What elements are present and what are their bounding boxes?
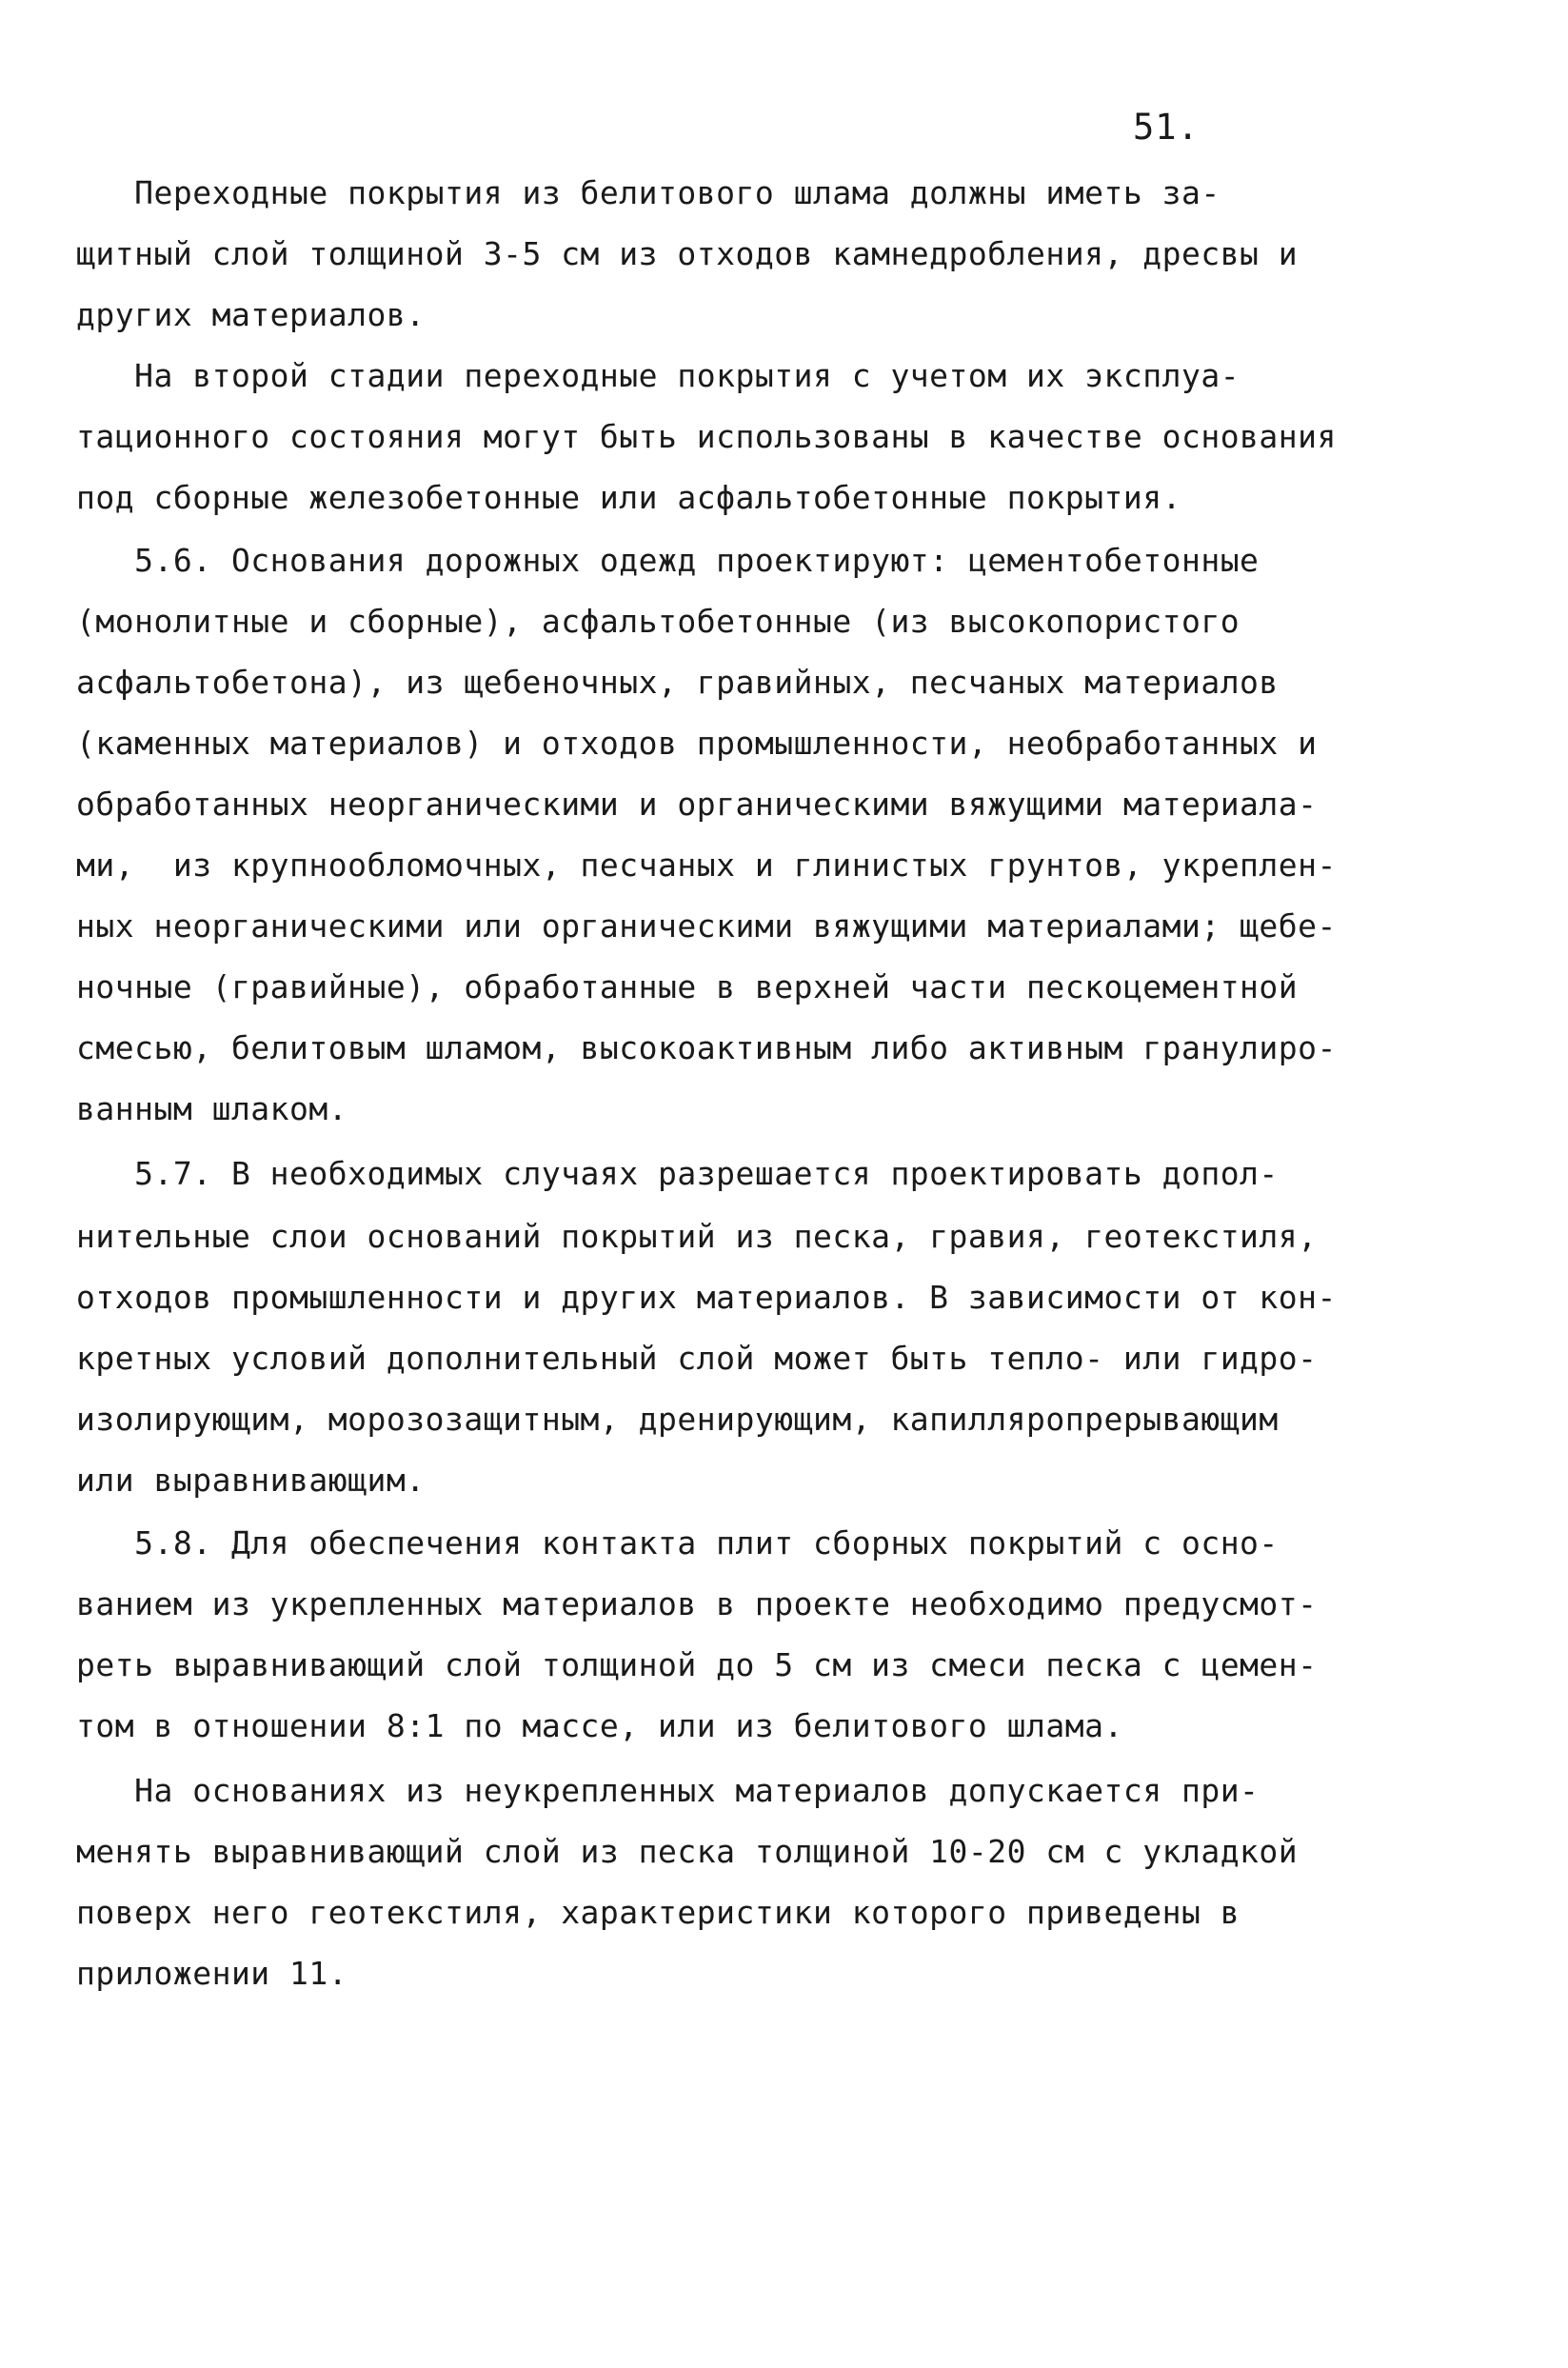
- text-line: том в отношении 8:1 по массе, или из белитового шлама.: [76, 1707, 1123, 1744]
- text-line: приложении 11.: [76, 1955, 348, 1992]
- text-line: изолирующим, морозозащитным, дренирующим, капилляропрерывающим: [76, 1401, 1279, 1438]
- text-line: (монолитные и сборные), асфальтобетонные (из высокопористого: [76, 603, 1241, 640]
- text-line: ми, из крупнообломочных, песчаных и глинистых грунтов, укреплен-: [76, 846, 1337, 884]
- text-line: ночные (гравийные), обработанные в верхней части пескоцементной: [76, 968, 1299, 1005]
- text-line: На второй стадии переходные покрытия с учетом их эксплуа-: [76, 357, 1241, 394]
- text-line: Переходные покрытия из белитового шлама должны иметь за-: [76, 174, 1221, 211]
- text-line: реть выравнивающий слой толщиной до 5 см из смеси песка с цемен-: [76, 1646, 1318, 1683]
- text-line: отходов промышленности и других материалов. В зависимости от кон-: [76, 1279, 1337, 1316]
- text-line: ных неорганическими или органическими вяжущими материалами; щебе-: [76, 907, 1337, 945]
- text-line: щитный слой толщиной 3-5 см из отходов камнедробления, дресвы и: [76, 235, 1299, 272]
- text-line: (каменных материалов) и отходов промышленности, необработанных и: [76, 725, 1318, 762]
- text-line: менять выравнивающий слой из песка толщиной 10-20 см с укладкой: [76, 1833, 1299, 1870]
- text-line: других материалов.: [76, 296, 426, 333]
- text-line: На основаниях из неукрепленных материалов допускается при-: [76, 1772, 1260, 1809]
- text-line: под сборные железобетонные или асфальтобетонные покрытия.: [76, 479, 1181, 516]
- text-line: поверх него геотекстиля, характеристики которого приведены в: [76, 1894, 1241, 1931]
- text-line: кретных условий дополнительный слой может быть тепло- или гидро-: [76, 1340, 1318, 1377]
- text-line: ванием из укрепленных материалов в проекте необходимо предусмот-: [76, 1585, 1318, 1622]
- text-line: ванным шлаком.: [76, 1090, 348, 1127]
- text-line: или выравнивающим.: [76, 1462, 426, 1499]
- page-number: 51.: [1133, 107, 1200, 148]
- text-line: смесью, белитовым шламом, высокоактивным либо активным гранулиро-: [76, 1029, 1337, 1066]
- text-line: асфальтобетона), из щебеночных, гравийных, песчаных материалов: [76, 664, 1279, 701]
- text-line: тационного состояния могут быть использованы в качестве основания: [76, 418, 1337, 455]
- text-line: обработанных неорганическими и органическими вяжущими материала-: [76, 786, 1318, 823]
- text-line: 5.6. Основания дорожных одежд проектируют: цементобетонные: [76, 542, 1260, 579]
- text-line: нительные слои оснований покрытий из песка, гравия, геотекстиля,: [76, 1218, 1318, 1255]
- text-line: 5.8. Для обеспечения контакта плит сборных покрытий с осно-: [76, 1524, 1279, 1562]
- text-line: 5.7. В необходимых случаях разрешается проектировать допол-: [76, 1155, 1279, 1192]
